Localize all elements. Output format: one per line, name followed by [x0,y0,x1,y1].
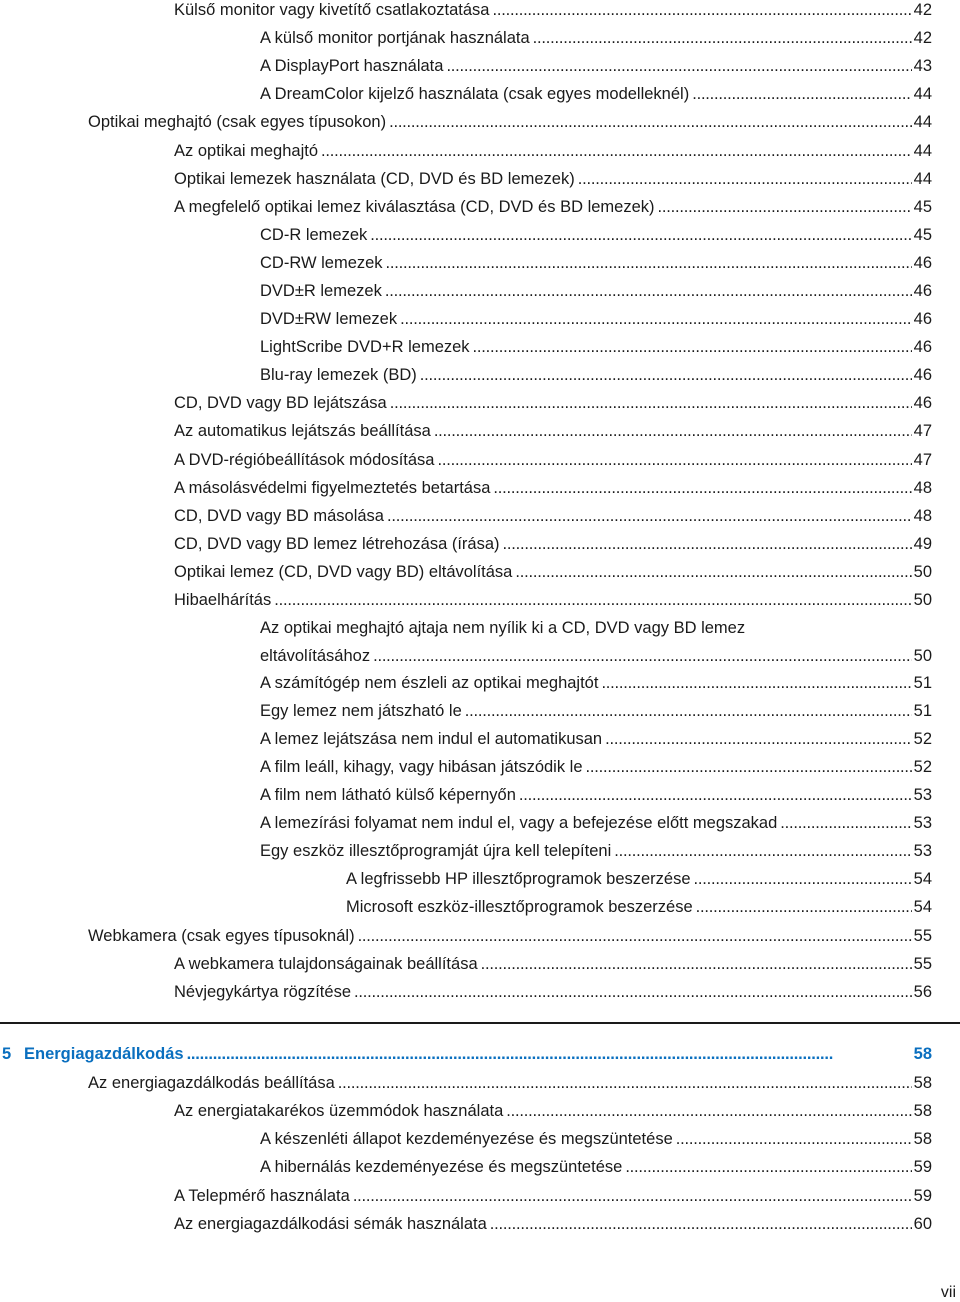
toc-entry-title: A lemezírási folyamat nem indul el, vagy a befejezése előtt megszakad [260,814,778,832]
toc-page-number: 53 [913,786,932,804]
toc-entry[interactable] [174,534,932,554]
toc-entry-title: Optikai meghajtó (csak egyes típusokon) [88,113,387,131]
toc-entry[interactable] [260,337,932,357]
toc-entry-title: A lemez lejátszása nem indul el automatikusan [260,730,603,748]
toc-page-number: 46 [913,254,932,272]
toc-page-number: 55 [913,955,932,973]
toc-entry-title: Az energiagazdálkodás beállítása [88,1074,335,1092]
toc-entry-title: A legfrissebb HP illesztőprogramok beszerzése [346,870,691,888]
dot-leader [387,506,912,526]
dot-leader [676,1129,912,1149]
toc-entry-title: Az energiagazdálkodási sémák használata [174,1215,487,1233]
toc-entry-title: A DreamColor kijelző használata (csak egyes modelleknél) [260,85,690,103]
toc-entry-title: DVD±R lemezek [260,282,382,300]
toc-page-number: 48 [913,479,932,497]
dot-leader [390,393,912,413]
toc-page-number: 52 [913,758,932,776]
dot-leader [385,281,912,301]
toc-entry[interactable] [174,0,932,20]
toc-page-number: 51 [913,674,932,692]
toc-entry[interactable] [260,646,932,666]
toc-entry[interactable] [260,225,932,245]
toc-entry-title: Energiagazdálkodás [24,1045,184,1063]
toc-entry[interactable] [174,1214,932,1234]
toc-entry[interactable] [260,757,932,777]
toc-page-number: 44 [913,113,932,131]
toc-entry[interactable] [346,897,932,917]
dot-leader [473,337,912,357]
toc-entry-title: A webkamera tulajdonságainak beállítása [174,955,478,973]
dot-leader [274,590,911,610]
dot-leader [338,1073,912,1093]
toc-entry-title: A film nem látható külső képernyőn [260,786,516,804]
toc-entry[interactable] [174,478,932,498]
toc-entry[interactable] [174,450,932,470]
dot-leader [420,365,912,385]
toc-page-number: 52 [913,730,932,748]
toc-page-number: 42 [913,29,932,47]
toc-entry-title-line1: Az optikai meghajtó ajtaja nem nyílik ki a CD, DVD vagy BD lemez [260,619,746,637]
dot-leader [370,225,911,245]
dot-leader [187,1044,912,1064]
toc-entry-title: Optikai lemezek használata (CD, DVD és BD lemezek) [174,170,575,188]
toc-entry-title: A megfelelő optikai lemez kiválasztása (CD, DVD és BD lemezek) [174,198,655,216]
toc-entry-title: Az energiatakarékos üzemmódok használata [174,1102,504,1120]
toc-page-number: 50 [913,591,932,609]
toc-entry[interactable] [260,28,932,48]
toc-entry-title: Az automatikus lejátszás beállítása [174,422,431,440]
dot-leader [692,84,911,104]
dot-leader [519,785,912,805]
toc-page-number: 56 [913,983,932,1001]
dot-leader [493,478,911,498]
toc-entry[interactable] [260,1157,932,1177]
dot-leader [446,56,911,76]
toc-entry-title: A külső monitor portjának használata [260,29,530,47]
toc-entry-title: A számítógép nem észleli az optikai meghajtót [260,674,599,692]
toc-entry-title: Optikai lemez (CD, DVD vagy BD) eltávolítása [174,563,513,581]
dot-leader [353,1186,912,1206]
toc-entry-title: A Telepmérő használata [174,1187,350,1205]
dot-leader [373,646,912,666]
toc-page-number: 47 [913,422,932,440]
toc-entry-title: CD, DVD vagy BD lemez létrehozása (írása) [174,535,500,553]
toc-entry[interactable] [174,421,932,441]
toc-entry[interactable] [174,1101,932,1121]
chapter-number: 5 [2,1045,12,1063]
toc-entry[interactable] [174,393,932,413]
toc-entry-title: eltávolításához [260,647,371,665]
dot-leader [492,0,911,20]
toc-entry[interactable] [174,141,932,161]
toc-entry-title: CD, DVD vagy BD lejátszása [174,394,387,412]
dot-leader [481,954,912,974]
toc-entry-title: Hibaelhárítás [174,591,272,609]
dot-leader [400,309,912,329]
dot-leader [533,28,912,48]
toc-entry[interactable] [174,590,932,610]
toc-entry[interactable] [260,309,932,329]
toc-page-number: 54 [913,870,932,888]
toc-entry[interactable] [260,253,932,273]
dot-leader [434,421,912,441]
toc-page-number: 46 [913,310,932,328]
dot-leader [605,729,912,749]
toc-entry-title: Blu-ray lemezek (BD) [260,366,417,384]
dot-leader [386,253,912,273]
dot-leader [601,673,911,693]
toc-page-number: 58 [913,1074,932,1092]
toc-entry[interactable] [346,869,932,889]
toc-page-number: 46 [913,394,932,412]
toc-page-number: 44 [913,142,932,160]
dot-leader [506,1101,911,1121]
dot-leader [354,982,912,1002]
toc-entry[interactable] [174,169,932,189]
toc-page-number: 45 [913,226,932,244]
toc-page-number: 51 [913,702,932,720]
toc-entry[interactable] [88,926,932,946]
toc-page-number: 44 [913,85,932,103]
dot-leader [696,897,912,917]
chapter-divider [0,1022,960,1024]
dot-leader [694,869,912,889]
toc-entry[interactable] [174,982,932,1002]
dot-leader [358,926,912,946]
toc-page-number: 46 [913,338,932,356]
dot-leader [614,841,911,861]
toc-entry[interactable] [260,673,932,693]
toc-entry-title: A készenléti állapot kezdeményezése és megszüntetése [260,1130,673,1148]
toc-page-number: 53 [913,842,932,860]
toc-entry-title: CD-R lemezek [260,226,368,244]
toc-page-number: 46 [913,282,932,300]
toc-page-number: 59 [913,1158,932,1176]
dot-leader [586,757,912,777]
dot-leader [503,534,912,554]
dot-leader [625,1157,911,1177]
toc-entry-title: CD-RW lemezek [260,254,383,272]
toc-entry[interactable] [88,112,932,132]
dot-leader [389,112,912,132]
toc-entry-title: Egy lemez nem játszható le [260,702,462,720]
toc-entry[interactable] [260,56,932,76]
toc-entry-title: LightScribe DVD+R lemezek [260,338,470,356]
toc-page-number: 54 [913,898,932,916]
toc-page-number: 42 [913,1,932,19]
toc-entry[interactable] [174,562,932,582]
toc-entry[interactable] [260,1129,932,1149]
toc-entry-title: A film leáll, kihagy, vagy hibásan játszódik le [260,758,583,776]
toc-entry-title: Egy eszköz illesztőprogramját újra kell telepíteni [260,842,612,860]
toc-page-number: 46 [913,366,932,384]
toc-entry[interactable] [174,1186,932,1206]
toc-page-number: 47 [913,451,932,469]
toc-page-number: 53 [913,814,932,832]
toc-entry[interactable] [88,1073,932,1093]
toc-entry-title: Az optikai meghajtó [174,142,318,160]
toc-page-number: 58 [913,1102,932,1120]
toc-entry[interactable] [174,954,932,974]
toc-page-number: 50 [913,563,932,581]
toc-entry[interactable] [260,729,932,749]
dot-leader [515,562,911,582]
toc-page-number: 49 [913,535,932,553]
toc-page-number: 43 [913,57,932,75]
dot-leader [780,813,911,833]
toc-entry[interactable] [174,506,932,526]
toc-page-number: 50 [913,647,932,665]
toc-entry[interactable] [260,841,932,861]
toc-entry-title: A hibernálás kezdeményezése és megszüntetése [260,1158,623,1176]
toc-entry[interactable] [260,365,932,385]
toc-entry[interactable] [260,701,932,721]
toc-page-number: 45 [913,198,932,216]
toc-entry-title: CD, DVD vagy BD másolása [174,507,384,525]
page-number: vii [940,1284,956,1301]
dot-leader [490,1214,912,1234]
dot-leader [321,141,912,161]
toc-page-number: 59 [913,1187,932,1205]
toc-page-number: 58 [913,1130,932,1148]
toc-entry-title: Webkamera (csak egyes típusoknál) [88,927,355,945]
toc-page-number: 55 [913,927,932,945]
toc-entry[interactable] [260,281,932,301]
dot-leader [465,701,912,721]
dot-leader [658,197,912,217]
toc-entry[interactable] [174,197,932,217]
toc-entry-title: A DisplayPort használata [260,57,444,75]
toc-page-number: 48 [913,507,932,525]
toc-entry-title: Külső monitor vagy kivetítő csatlakoztatása [174,1,490,19]
toc-chapter-entry[interactable] [2,1044,932,1064]
toc-entry-title: Microsoft eszköz-illesztőprogramok beszerzése [346,898,693,916]
toc-entry[interactable] [260,84,932,104]
dot-leader [578,169,912,189]
toc-entry[interactable] [260,813,932,833]
toc-entry-title: A másolásvédelmi figyelmeztetés betartása [174,479,491,497]
toc-entry-title: Névjegykártya rögzítése [174,983,351,1001]
toc-page-number: 44 [913,170,932,188]
toc-page-number: 60 [913,1215,932,1233]
toc-entry[interactable] [260,785,932,805]
toc-entry-title: DVD±RW lemezek [260,310,398,328]
toc-entry-title: A DVD-régióbeállítások módosítása [174,451,435,469]
dot-leader [437,450,911,470]
toc-page-number: 58 [913,1045,932,1063]
